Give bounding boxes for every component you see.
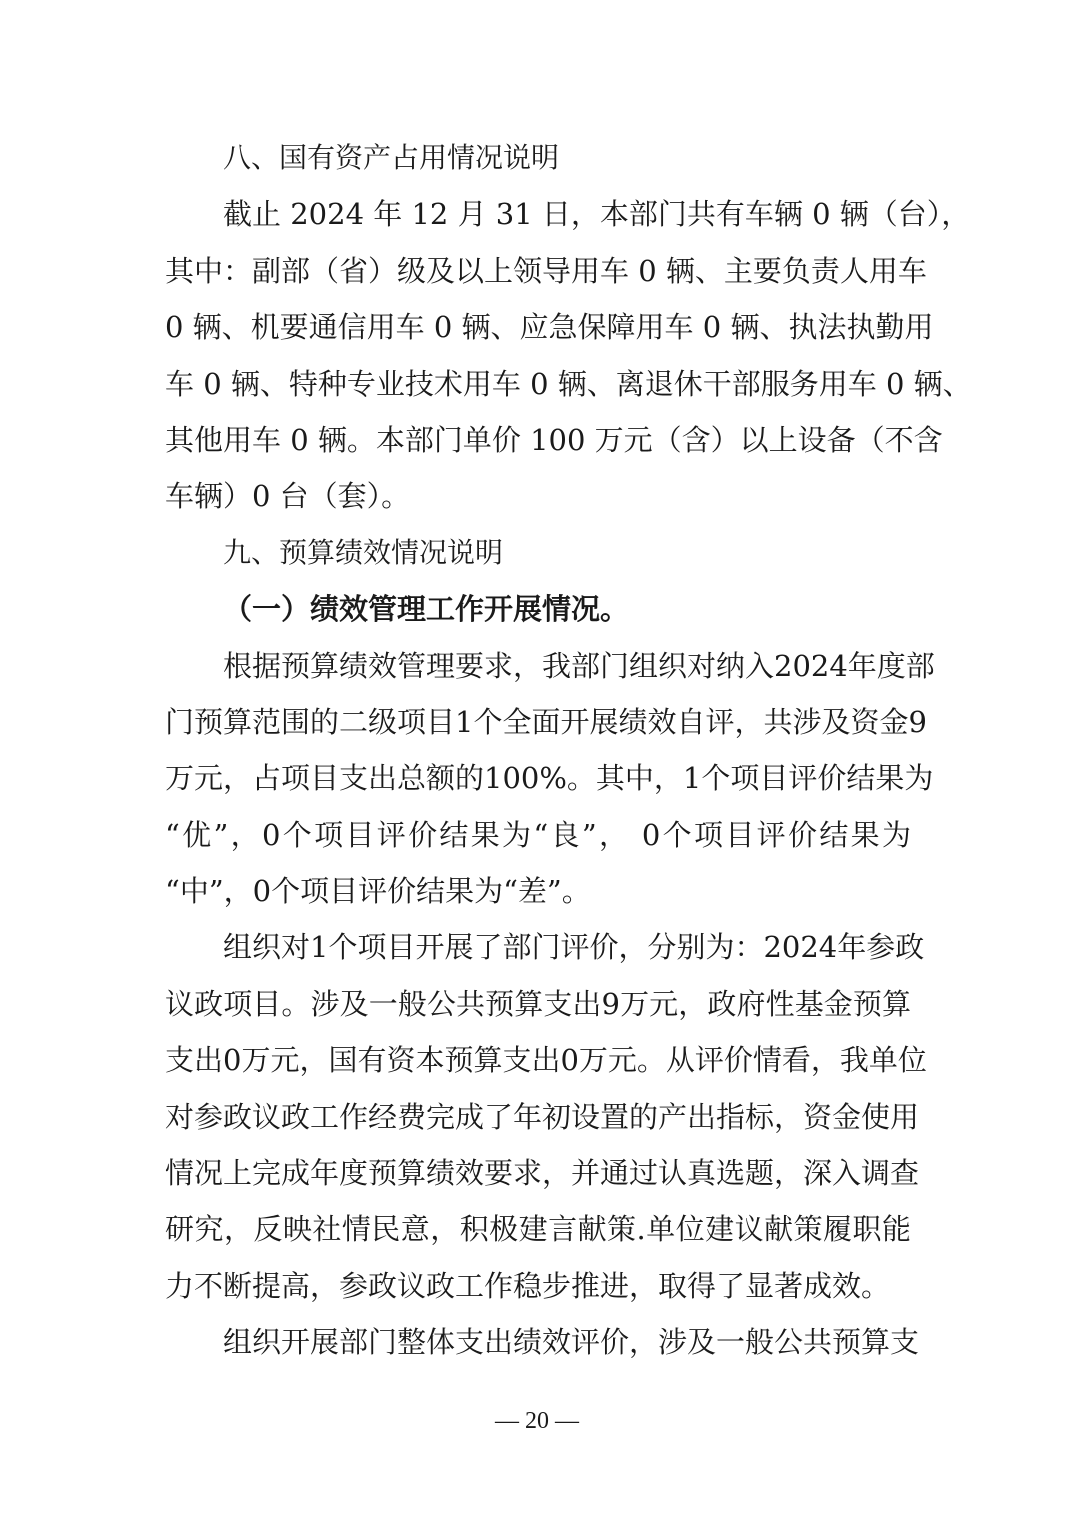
text-line: 情况上完成年度预算绩效要求，并通过认真选题，深入调查 [165,1156,920,1191]
text-line: 议政项目。涉及一般公共预算支出9万元，政府性基金预算 [165,986,911,1021]
text-line: 其他用车 0 辆。本部门单价 100 万元（含）以上设备（不含 [165,422,943,457]
text-line: 八、国有资产占用情况说明 [223,141,560,174]
text-line: 车 0 辆、特种专业技术用车 0 辆、离退休干部服务用车 0 辆、 [165,366,972,401]
text-line: “中”，0个项目评价结果为“差”。 [165,874,591,909]
section-heading [165,137,911,193]
paragraph [165,1321,920,1377]
text-line: 支出0万元，国有资本预算支出0万元。从评价情看，我单位 [165,1043,927,1078]
text-line: （一）绩效管理工作开展情况。 [223,592,630,627]
text-line: 根据预算绩效管理要求，我部门组织对纳入2024年度部 [223,648,935,683]
text-line: 0 辆、机要通信用车 0 辆、应急保障用车 0 辆、执法执勤用 [165,310,934,345]
section-heading [165,532,911,588]
text-line: 对参政议政工作经费完成了年初设置的产出指标，资金使用 [165,1099,920,1134]
page-number: — 20 — [495,1408,579,1434]
text-line: 九、预算绩效情况说明 [223,535,504,569]
paragraph [165,926,927,1321]
text-line: 门预算范围的二级项目1个全面开展绩效自评，共涉及资金9 [165,704,927,739]
text-line: 车辆）0 台（套）。 [165,479,411,514]
text-line: 万元，占项目支出总额的100%。其中，1个项目评价结果为 [165,761,934,796]
paragraph [165,645,935,927]
text-line: 组织对1个项目开展了部门评价，分别为：2024年参政 [223,930,925,965]
subsection-heading [165,588,911,644]
paragraph [165,193,972,531]
text-line: 组织开展部门整体支出绩效评价，涉及一般公共预算支 [223,1325,920,1360]
text-line: 截止 2024 年 12 月 31 日，本部门共有车辆 0 辆（台）， [223,197,971,232]
document-body [165,137,972,1378]
text-line: 其中：副部（省）级及以上领导用车 0 辆、主要负责人用车 [165,253,927,288]
text-line: 研究，反映社情民意，积极建言献策.单位建议献策履职能 [165,1212,911,1247]
text-line: “优”，0个项目评价结果为“良”， 0个项目评价结果为 [165,817,911,852]
text-line: 力不断提高，参政议政工作稳步推进，取得了显著成效。 [165,1268,891,1303]
